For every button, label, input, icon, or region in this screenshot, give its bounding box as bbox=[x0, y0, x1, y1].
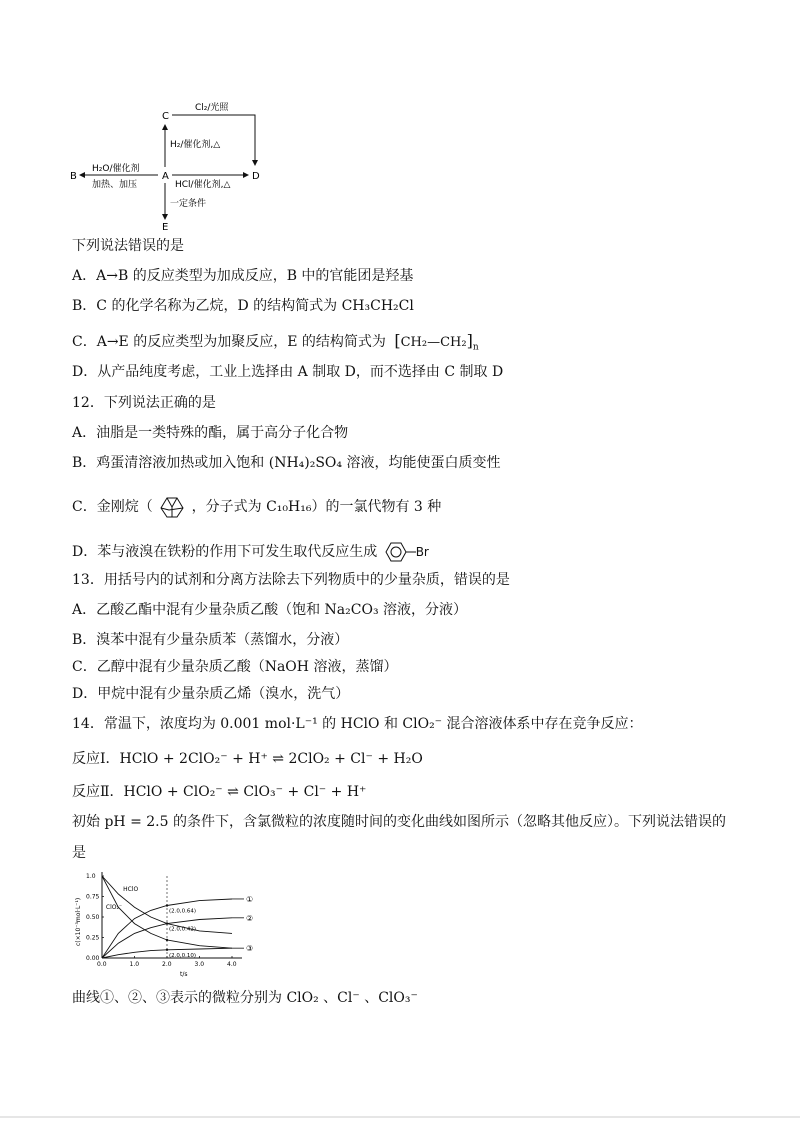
q14-stem: 14．常温下，浓度均为 0.001 mol·L⁻¹ 的 HClO 和 ClO₂⁻ 混合溶液体系中存在竞争反应： bbox=[72, 716, 643, 732]
series-end-label: ③ bbox=[246, 944, 254, 954]
chart-ylabel: c(×10⁻³mol·L⁻¹) bbox=[75, 897, 82, 946]
curve-label-clo2: ClO₂⁻ bbox=[105, 903, 123, 911]
label-a-to-b-top: H₂O/催化剂 bbox=[92, 164, 140, 174]
concentration-chart bbox=[72, 868, 262, 978]
label-a-to-c: H₂/催化剂,△ bbox=[170, 140, 221, 150]
node-c: C bbox=[162, 111, 169, 122]
q12-option-d-br: Br bbox=[415, 545, 429, 559]
curve-label-hclo: HClO bbox=[123, 885, 139, 893]
x-tick-label: 1.0 bbox=[129, 961, 140, 968]
q11-option-c-text: C．A→E 的反应类型为加聚反应，E 的结构简式为 bbox=[72, 334, 386, 350]
q12-stem: 12．下列说法正确的是 bbox=[72, 395, 216, 411]
chart-xlabel: t/s bbox=[180, 971, 188, 978]
node-b: B bbox=[70, 171, 77, 182]
chart-ticks bbox=[86, 873, 237, 968]
adamantane-structure-icon bbox=[157, 494, 187, 520]
page-bottom-rule bbox=[0, 1116, 800, 1118]
label-a-to-d: HCl/催化剂,△ bbox=[175, 180, 231, 190]
q12-option-a: A．油脂是一类特殊的酯，属于高分子化合物 bbox=[72, 425, 349, 441]
q13-stem: 13．用括号内的试剂和分离方法除去下列物质中的少量杂质，错误的是 bbox=[72, 572, 510, 588]
series-end-label: ① bbox=[246, 894, 254, 904]
y-tick-label: 1.0 bbox=[86, 873, 96, 880]
q12-option-b: B．鸡蛋清溶液加热或加入饱和 (NH₄)₂SO₄ 溶液，均能使蛋白质变性 bbox=[72, 455, 501, 471]
q12-option-d-pre: D．苯与液溴在铁粉的作用下可发生取代反应生成 bbox=[72, 544, 378, 560]
q12-option-c bbox=[72, 494, 441, 520]
q14-reaction-1: 反应Ⅰ．HClO + 2ClO₂⁻ + H⁺ ⇌ 2ClO₂ + Cl⁻ + H₂O bbox=[72, 751, 423, 767]
q12-option-c-post: ，分子式为 C₁₀H₁₆）的一氯代物有 3 种 bbox=[191, 499, 442, 515]
point-annotation: (2.0,0.10) bbox=[169, 952, 197, 959]
x-tick-label: 3.0 bbox=[194, 961, 205, 968]
q14-condition: 初始 pH = 2.5 的条件下，含氯微粒的浓度随时间的变化曲线如图所示（忽略其他反应）。下列说法错误的 bbox=[72, 814, 726, 830]
q13-option-d: D．甲烷中混有少量杂质乙烯（溴水，洗气） bbox=[72, 686, 350, 702]
bracket-left: [ bbox=[394, 331, 401, 350]
label-a-to-b-bottom: 加热、加压 bbox=[92, 180, 138, 190]
q11-option-d: D．从产品纯度考虑，工业上选择由 A 制取 D，而不选择由 C 制取 D bbox=[72, 364, 504, 380]
polymer-n: n bbox=[472, 342, 479, 353]
y-tick-label: 0.00 bbox=[86, 955, 100, 962]
node-d: D bbox=[252, 171, 260, 182]
q13-option-a: A．乙酸乙酯中混有少量杂质乙酸（饱和 Na₂CO₃ 溶液，分液） bbox=[72, 602, 468, 618]
label-c-to-d: Cl₂/光照 bbox=[195, 103, 229, 113]
polymer-formula bbox=[390, 331, 482, 358]
q14-option: 曲线①、②、③表示的微粒分别为 ClO₂ 、Cl⁻ 、ClO₃⁻ bbox=[72, 990, 418, 1006]
x-tick-label: 4.0 bbox=[227, 961, 237, 968]
q11-option-c bbox=[72, 331, 483, 358]
point-annotation: (2.0,0.64) bbox=[169, 908, 197, 915]
series-point bbox=[166, 922, 168, 924]
q13-option-b: B．溴苯中混有少量杂质苯（蒸馏水，分液） bbox=[72, 632, 349, 648]
node-a: A bbox=[162, 171, 169, 182]
q14-condition-cont: 是 bbox=[72, 845, 86, 861]
point-annotation: (2.0,0.42) bbox=[169, 926, 197, 933]
reaction-diagram bbox=[60, 95, 290, 235]
label-a-to-e: 一定条件 bbox=[170, 199, 207, 209]
bracket-right: ] bbox=[466, 331, 473, 350]
polymer-repeat-unit: CH₂—CH₂ bbox=[400, 335, 467, 350]
series-end-label: ② bbox=[246, 913, 254, 923]
y-tick-label: 0.50 bbox=[86, 914, 100, 921]
q11-option-b: B．C 的化学名称为乙烷，D 的结构简式为 CH₃CH₂Cl bbox=[72, 298, 414, 314]
q14-reaction-2: 反应Ⅱ．HClO + ClO₂⁻ ⇌ ClO₃⁻ + Cl⁻ + H⁺ bbox=[72, 784, 367, 800]
x-tick-label: 0.0 bbox=[97, 961, 107, 968]
q12-option-d bbox=[72, 540, 429, 564]
q11-stem: 下列说法错误的是 bbox=[72, 238, 184, 254]
q13-option-c: C．乙醇中混有少量杂质乙酸（NaOH 溶液，蒸馏） bbox=[72, 659, 398, 675]
y-tick-label: 0.75 bbox=[86, 893, 100, 901]
q12-option-c-pre: C．金刚烷（ bbox=[72, 499, 153, 515]
bromobenzene-structure-icon bbox=[382, 540, 416, 564]
series-point bbox=[166, 939, 168, 941]
q11-option-a: A．A→B 的反应类型为加成反应，B 中的官能团是羟基 bbox=[72, 268, 414, 284]
node-e: E bbox=[162, 222, 169, 233]
y-tick-label: 0.25 bbox=[86, 934, 100, 942]
series-point bbox=[166, 904, 168, 906]
x-tick-label: 2.0 bbox=[162, 961, 172, 968]
series-point bbox=[166, 949, 168, 951]
